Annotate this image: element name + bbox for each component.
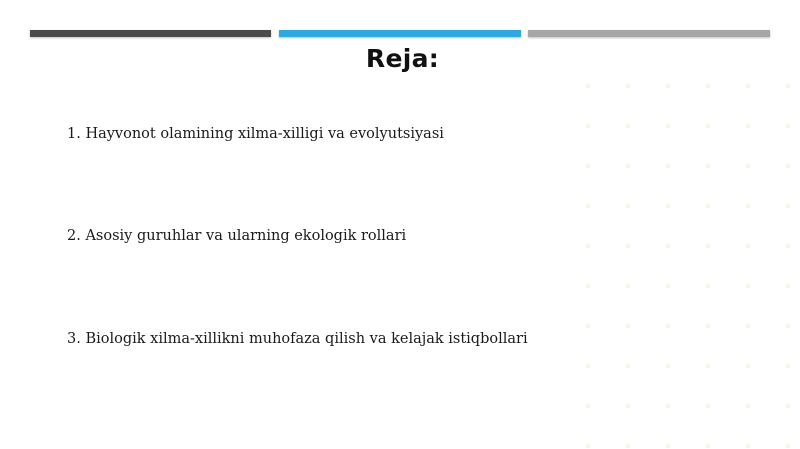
plan-item-3: 3. Biologik xilma-xillikni muhofaza qilish va kelajak istiqbollari — [67, 331, 528, 347]
slide-title: Reja: — [365, 44, 440, 73]
decorative-dot-pattern — [560, 60, 800, 449]
header-bar-gray — [528, 30, 770, 37]
header-bar-blue — [279, 30, 521, 37]
plan-item-2: 2. Asosiy guruhlar va ularning ekologik rollari — [67, 228, 407, 244]
plan-item-1: 1. Hayvonot olamining xilma-xilligi va evolyutsiyasi — [67, 126, 444, 142]
header-bar-dark — [30, 30, 271, 37]
